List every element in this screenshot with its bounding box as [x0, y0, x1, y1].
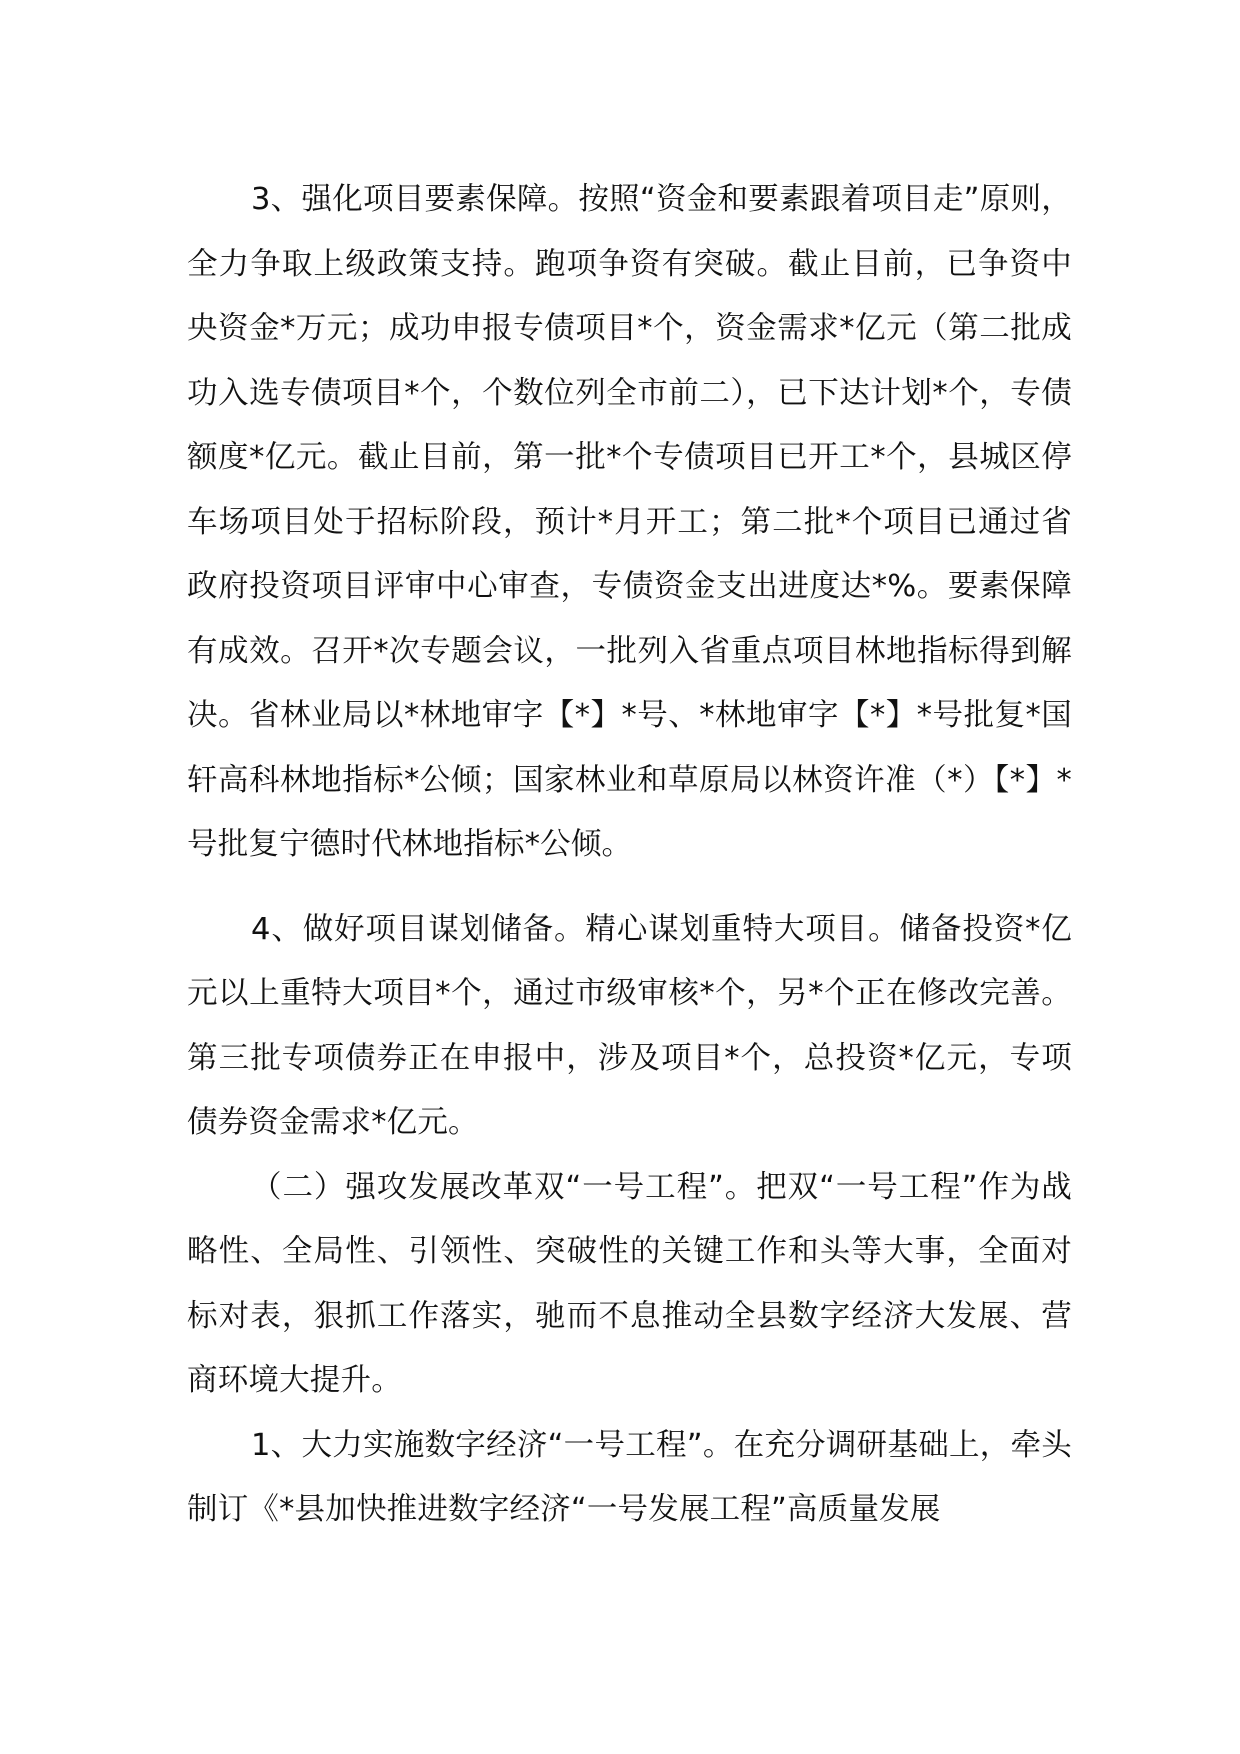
- paragraph-project-element-guarantee: 3、强化项目要素保障。按照“资金和要素跟着项目走”原则，全力争取上级政策支持。跑项争资有突破。截止目前，已争资中央资金*万元；成功申报专债项目*个，资金需求*亿元（第二批成功入选专债项目*个，个数位列全市前二），已下达计划*个，专债额度*亿元。截止目前，第一批*个专债项目已开工*个，县城区停车场项目处于招标阶段，预计*月开工；第二批*个项目已通过省政府投资项目评审中心审查，专债资金支出进度达*%。要素保障有成效。召开*次专题会议，一批列入省重点项目林地指标得到解决。省林业局以*林地审字【*】*号、*林地审字【*】*号批复*国轩高科林地指标*公倾；国家林业和草原局以林资许准（*）【*】*号批复宁德时代林地指标*公倾。: [187, 182, 1072, 862]
- paragraph-digital-economy: 1、大力实施数字经济“一号工程”。在充分调研基础上，牵头制订《*县加快推进数字经济“一号发展工程”高质量发展: [187, 1427, 1072, 1527]
- paragraph-project-planning-reserve: 4、做好项目谋划储备。精心谋划重特大项目。储备投资*亿元以上重特大项目*个，通过市级审核*个，另*个正在修改完善。第三批专项债券正在申报中，涉及项目*个，总投资*亿元，专项债券资金需求*亿元。: [187, 911, 1072, 1140]
- paragraph-section-two-heading: （二）强攻发展改革双“一号工程”。把双“一号工程”作为战略性、全局性、引领性、突破性的关键工作和头等大事，全面对标对表，狠抓工作落实，驰而不息推动全县数字经济大发展、营商环境大提升。: [187, 1169, 1072, 1398]
- document-body: [187, 168, 1072, 1543]
